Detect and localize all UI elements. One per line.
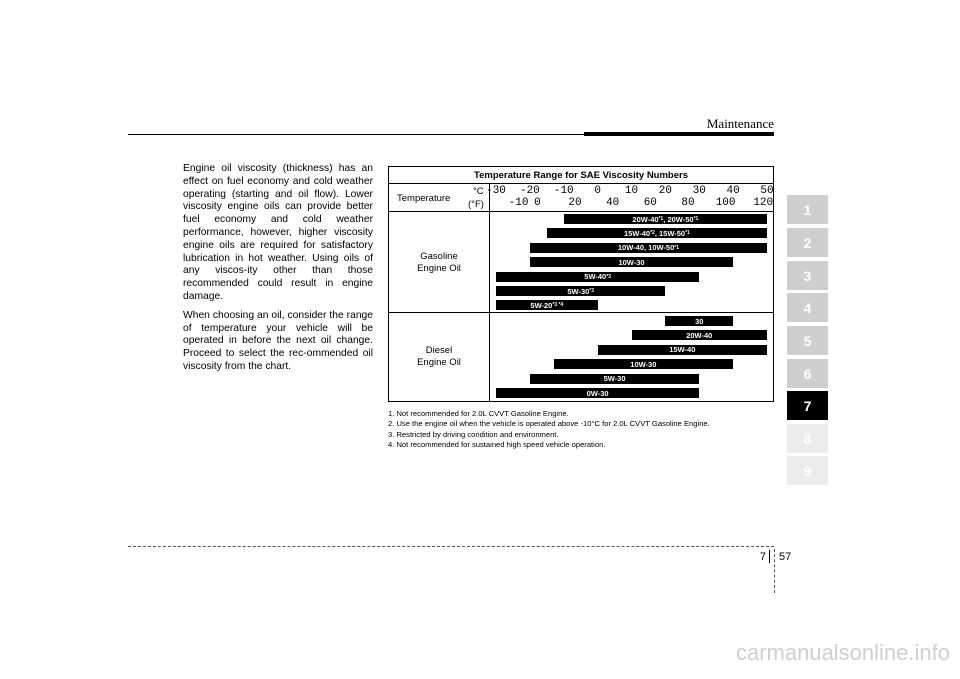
footnote-marker: *3 bbox=[606, 273, 611, 280]
oil-grade-label: 15W-40 bbox=[669, 345, 696, 355]
footnote-marker: *1 bbox=[693, 216, 699, 222]
oil-grade-label: 0W-30 bbox=[586, 388, 609, 398]
chapter-tab-8[interactable]: 8 bbox=[787, 424, 828, 453]
oil-grade-label: 5W-40 bbox=[584, 272, 607, 282]
gasoline-oil-bar bbox=[496, 286, 665, 296]
celsius-tick: 50 bbox=[760, 185, 774, 197]
oil-grade-label: 20W-40 bbox=[686, 330, 713, 340]
celsius-tick: -30 bbox=[486, 185, 506, 197]
column-divider bbox=[489, 183, 490, 401]
oil-grade-label: 10W-30 bbox=[618, 257, 645, 267]
gasoline-oil-bar bbox=[496, 272, 699, 282]
fahrenheit-tick: 80 bbox=[681, 197, 695, 209]
footnotes bbox=[388, 409, 788, 451]
gasoline-label-line2: Engine Oil bbox=[417, 263, 461, 274]
footnote-marker: *2 bbox=[650, 230, 655, 237]
oil-grade-label: 20W-50 bbox=[667, 214, 694, 224]
diesel-oil-bar bbox=[496, 388, 699, 398]
diesel-oil-bar bbox=[632, 330, 768, 340]
oil-grade-label: 20W-40 bbox=[632, 214, 659, 224]
separator: , bbox=[654, 228, 659, 238]
footnote-marker: *1 bbox=[658, 216, 664, 222]
diesel-label-line2: Engine Oil bbox=[417, 357, 461, 368]
gasoline-label-line1: Gasoline bbox=[420, 251, 458, 262]
celsius-tick: 10 bbox=[624, 185, 639, 197]
oil-grade-label: 15W-40 bbox=[623, 228, 651, 238]
oil-grade-label: 5W-30 bbox=[603, 374, 626, 384]
oil-grade-label: 5W-20 bbox=[530, 300, 553, 310]
fahrenheit-tick: 60 bbox=[643, 197, 657, 209]
diesel-oil-bar bbox=[530, 374, 699, 384]
paragraph-2: When choosing an oil, consider the range of temperature your vehicle will be operated in before the next oil change. Proceed to select the rec-ommended oil viscosity from the chart. bbox=[183, 309, 373, 372]
oil-grade-label: 10W-40, 10W-50 bbox=[617, 243, 675, 253]
page-chapter-number: 7 bbox=[759, 551, 766, 563]
page-number: 57 bbox=[779, 551, 792, 563]
unit-celsius: °C bbox=[473, 186, 484, 197]
diesel-label bbox=[389, 345, 489, 369]
gasoline-oil-bar bbox=[530, 257, 733, 267]
unit-fahrenheit: (°F) bbox=[468, 199, 484, 210]
chapter-tab-5[interactable]: 5 bbox=[787, 326, 828, 355]
footer-margin-line bbox=[774, 549, 775, 593]
fahrenheit-tick: 40 bbox=[606, 197, 620, 209]
oil-grade-label: 10W-30 bbox=[630, 359, 657, 369]
chapter-tab-7[interactable]: 7 bbox=[787, 391, 828, 420]
fahrenheit-tick: 0 bbox=[534, 197, 541, 209]
chapter-tab-4[interactable]: 4 bbox=[787, 293, 828, 322]
celsius-tick: 30 bbox=[692, 185, 706, 197]
title-divider bbox=[389, 183, 773, 184]
chart-title: Temperature Range for SAE Viscosity Numbers bbox=[474, 170, 688, 181]
diesel-oil-bar bbox=[598, 345, 767, 355]
section-divider bbox=[389, 312, 773, 313]
oil-grade-label: 15W-50 bbox=[658, 228, 686, 238]
chapter-tab-6[interactable]: 6 bbox=[787, 359, 828, 388]
footnote-marker: *3 bbox=[589, 288, 595, 294]
chapter-tab-2[interactable]: 2 bbox=[787, 228, 828, 257]
footer-rule bbox=[128, 546, 774, 547]
gasoline-oil-bar bbox=[496, 300, 598, 310]
paragraph-1: Engine oil viscosity (thickness) has an effect on fuel economy and cold weather operating (starting and oil flow). Lower viscosity engine oils can provide better fuel economy and cold weather performance, however, higher viscosity engine oils are required for satisfactory lubrication in hot weather. Using oils of any viscos-ity other than those recommended could result in engine damage. bbox=[183, 163, 373, 302]
oil-grade-label: 5W-30 bbox=[567, 286, 590, 296]
celsius-tick: 40 bbox=[726, 185, 740, 197]
fahrenheit-tick: 100 bbox=[715, 197, 736, 209]
page-number-divider bbox=[769, 550, 770, 563]
celsius-tick: 0 bbox=[594, 185, 601, 197]
footnote-2: 2. Use the engine oil when the vehicle is operated above -10°C for 2.0L CVVT Gasoline Engine. bbox=[388, 419, 710, 429]
temperature-label: Temperature bbox=[397, 193, 451, 204]
body-text bbox=[183, 163, 373, 380]
gasoline-oil-bar bbox=[547, 228, 767, 238]
separator: , bbox=[663, 214, 668, 224]
fahrenheit-tick: 20 bbox=[568, 197, 582, 209]
celsius-tick: -20 bbox=[519, 185, 540, 197]
diesel-label-line1: Diesel bbox=[425, 345, 453, 356]
footnote-3: 3. Restricted by driving condition and environment. bbox=[388, 429, 559, 439]
header-divider bbox=[389, 211, 773, 212]
header-rule-accent bbox=[584, 132, 774, 136]
footnote-marker: *1 bbox=[685, 230, 690, 237]
chapter-tab-1[interactable]: 1 bbox=[787, 195, 828, 224]
diesel-oil-bar bbox=[554, 359, 734, 369]
fahrenheit-tick: 120 bbox=[753, 197, 774, 209]
fahrenheit-tick: -10 bbox=[508, 197, 529, 209]
section-title: Maintenance bbox=[706, 116, 774, 131]
footnote-4: 4. Not recommended for sustained high speed vehicle operation. bbox=[388, 440, 606, 450]
footnote-1: 1. Not recommended for 2.0L CVVT Gasoline Engine. bbox=[388, 409, 569, 418]
diesel-oil-bar bbox=[665, 316, 733, 326]
chapter-tab-3[interactable]: 3 bbox=[787, 261, 828, 290]
viscosity-chart bbox=[388, 166, 774, 402]
gasoline-label bbox=[389, 251, 489, 275]
celsius-tick: 20 bbox=[658, 185, 672, 197]
footnote-marker: *3 *4 bbox=[552, 302, 564, 309]
oil-grade-label: 30 bbox=[695, 316, 704, 326]
chapter-tab-9[interactable]: 9 bbox=[787, 456, 828, 485]
celsius-tick: -10 bbox=[553, 185, 574, 197]
gasoline-oil-bar bbox=[530, 243, 767, 253]
watermark: carmanualsonline.info bbox=[735, 640, 950, 665]
footnote-marker: *1 bbox=[674, 244, 679, 251]
gasoline-oil-bar bbox=[564, 214, 767, 224]
